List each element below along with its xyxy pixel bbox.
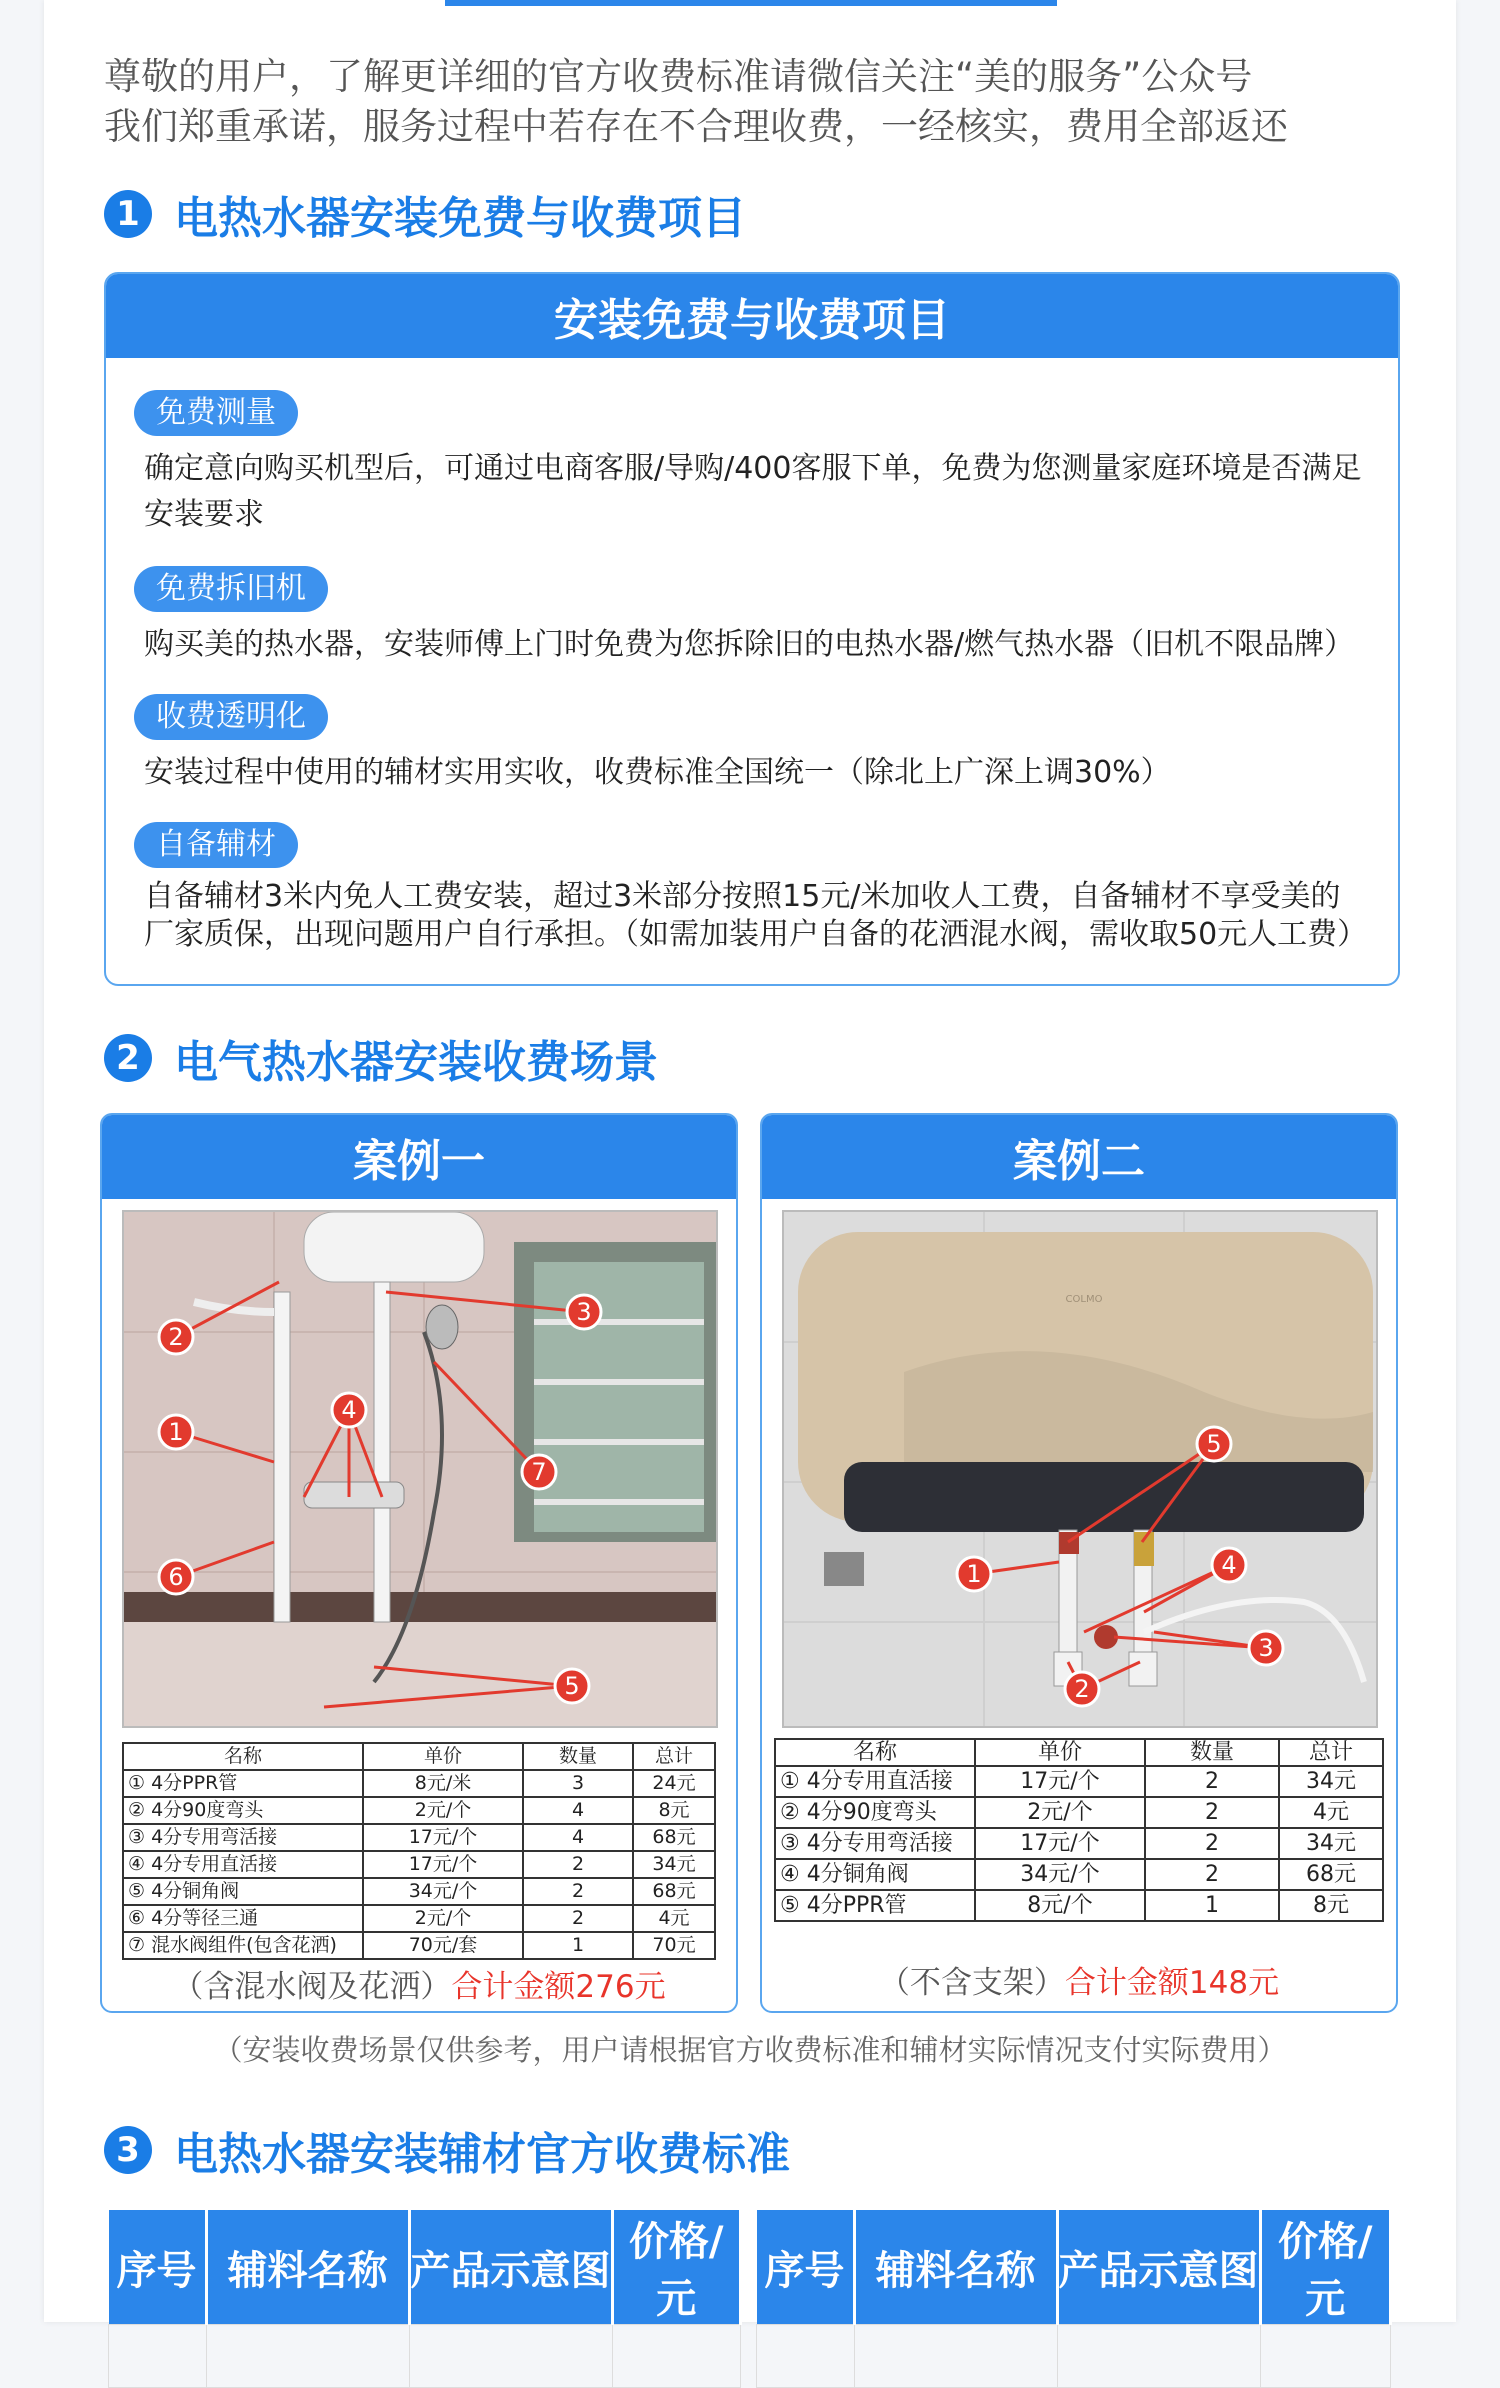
cell-total: 34元 — [1279, 1828, 1383, 1859]
marker-4: 4 — [1221, 1551, 1237, 1579]
table-row — [775, 1859, 1383, 1890]
case-1-bathroom-illustration — [124, 1212, 716, 1726]
table-header-row — [109, 2210, 741, 2325]
table-row — [123, 1797, 715, 1824]
cell-total: 4元 — [1279, 1797, 1383, 1828]
reference-note: （安装收费场景仅供参考，用户请根据官方收费标准和辅材实际情况支付实际费用） — [213, 2033, 1287, 2067]
col-header-name: 名称 — [775, 1739, 975, 1766]
col-header-total: 总计 — [1279, 1739, 1383, 1766]
item-transparent-fees — [134, 694, 1369, 796]
item-own-materials — [134, 822, 1369, 954]
case-2-total — [762, 1957, 1396, 2002]
col-header-material: 辅料名称 — [854, 2210, 1057, 2325]
desc-own-materials: 自备辅材3米内免人工费安装，超过3米部分按照15元/米加收人工费，自备辅材不享受美的厂家质保，出现问题用户自行承担。（如需加装用户自备的花洒混水阀，需收取50元人工费） — [144, 879, 1368, 952]
case-1-photo — [122, 1210, 718, 1728]
table-row — [775, 1797, 1383, 1828]
table-header-row — [775, 1739, 1383, 1766]
intro-text — [104, 52, 1404, 152]
col-header-price: 价格/元 — [612, 2210, 741, 2325]
desc-free-removal: 购买美的热水器，安装师傅上门时免费为您拆除旧的电热水器/燃气热水器（旧机不限品牌） — [144, 627, 1355, 662]
table-row — [775, 1766, 1383, 1797]
col-header-seq: 序号 — [757, 2210, 855, 2325]
table-row — [123, 1770, 715, 1797]
case-2-total-amount: 合计金额148元 — [1064, 1965, 1280, 2001]
marker-5: 5 — [1206, 1430, 1222, 1458]
cell-qty: 1 — [523, 1932, 633, 1959]
marker-3: 3 — [1258, 1634, 1274, 1662]
tag-free-measure: 免费测量 — [134, 390, 298, 436]
cell-name: ① 4分专用直活接 — [775, 1766, 975, 1797]
cell-price: 17元/个 — [975, 1766, 1145, 1797]
intro-line-2: 我们郑重承诺，服务过程中若存在不合理收费，一经核实，费用全部返还 — [104, 105, 1288, 148]
col-header-unit-price: 单价 — [975, 1739, 1145, 1766]
section-3-title — [104, 2122, 790, 2178]
marker-3: 3 — [576, 1298, 592, 1326]
table-header-row — [123, 1743, 715, 1770]
case-1-materials-table — [122, 1742, 716, 1960]
col-header-price: 价格/元 — [1260, 2210, 1391, 2325]
col-header-name: 名称 — [123, 1743, 363, 1770]
cell-qty: 2 — [1145, 1828, 1279, 1859]
table-row — [123, 1932, 715, 1959]
box-title: 安装免费与收费项目 — [106, 274, 1398, 358]
section-2-title — [104, 1030, 658, 1086]
col-header-qty: 数量 — [1145, 1739, 1279, 1766]
cell-price: 2元/个 — [975, 1797, 1145, 1828]
table-row — [123, 1824, 715, 1851]
case-2-title: 案例二 — [762, 1115, 1396, 1199]
intro-line-1: 尊敬的用户，了解更详细的官方收费标准请微信关注“美的服务”公众号 — [104, 55, 1253, 98]
case-2-materials-table — [774, 1738, 1384, 1922]
cell-qty: 2 — [523, 1905, 633, 1932]
heater-brand-logo: COLMO — [1065, 1294, 1103, 1305]
section-1-title — [104, 186, 746, 242]
table-row — [123, 1878, 715, 1905]
col-header-seq: 序号 — [109, 2210, 207, 2325]
marker-5: 5 — [564, 1672, 580, 1700]
col-header-total: 总计 — [633, 1743, 715, 1770]
cell-price: 34元/个 — [363, 1878, 523, 1905]
cell-name: ④ 4分铜角阀 — [775, 1859, 975, 1890]
cell-name: ③ 4分专用弯活接 — [775, 1828, 975, 1859]
cell-qty: 2 — [1145, 1766, 1279, 1797]
cell-total: 68元 — [633, 1878, 715, 1905]
section-2-number-badge: 2 — [104, 1034, 152, 1082]
cell-price: 17元/个 — [363, 1851, 523, 1878]
cell-name: ② 4分90度弯头 — [123, 1797, 363, 1824]
table-row — [757, 2325, 1391, 2388]
col-header-material: 辅料名称 — [206, 2210, 409, 2325]
marker-1: 1 — [168, 1418, 184, 1446]
cell-price: 70元/套 — [363, 1932, 523, 1959]
cell-price: 17元/个 — [975, 1828, 1145, 1859]
table-row — [109, 2325, 741, 2388]
case-1-title: 案例一 — [102, 1115, 736, 1199]
cell-total: 70元 — [633, 1932, 715, 1959]
marker-4: 4 — [341, 1396, 357, 1424]
tag-own-materials: 自备辅材 — [134, 822, 298, 868]
cell-qty: 4 — [523, 1824, 633, 1851]
tag-free-removal: 免费拆旧机 — [134, 566, 328, 612]
free-and-paid-items-box — [104, 272, 1400, 986]
cell-total: 68元 — [633, 1824, 715, 1851]
section-3-heading: 电热水器安装辅材官方收费标准 — [174, 2129, 790, 2180]
cell-name: ④ 4分专用直活接 — [123, 1851, 363, 1878]
cell-qty: 4 — [523, 1797, 633, 1824]
cell-price: 2元/个 — [363, 1797, 523, 1824]
col-header-diagram: 产品示意图 — [409, 2210, 612, 2325]
cell-price: 2元/个 — [363, 1905, 523, 1932]
cell-qty: 2 — [523, 1878, 633, 1905]
cell-price: 8元/米 — [363, 1770, 523, 1797]
cell-name: ⑥ 4分等径三通 — [123, 1905, 363, 1932]
cell-qty: 2 — [1145, 1859, 1279, 1890]
top-accent-bar — [445, 0, 1057, 6]
col-header-qty: 数量 — [523, 1743, 633, 1770]
case-1-card — [100, 1113, 738, 2013]
marker-1: 1 — [966, 1560, 982, 1588]
col-header-diagram: 产品示意图 — [1057, 2210, 1260, 2325]
table-row — [123, 1851, 715, 1878]
cell-name: ① 4分PPR管 — [123, 1770, 363, 1797]
marker-6: 6 — [168, 1563, 184, 1591]
cell-total: 24元 — [633, 1770, 715, 1797]
cell-price: 34元/个 — [975, 1859, 1145, 1890]
cell-qty: 2 — [523, 1851, 633, 1878]
tag-transparent-fees: 收费透明化 — [134, 694, 328, 740]
case-2-photo — [782, 1210, 1378, 1728]
cell-name: ⑤ 4分铜角阀 — [123, 1878, 363, 1905]
cell-name: ② 4分90度弯头 — [775, 1797, 975, 1828]
section-3-number-badge: 3 — [104, 2126, 152, 2174]
table-row — [123, 1905, 715, 1932]
item-free-removal — [134, 566, 1369, 668]
cell-name: ⑤ 4分PPR管 — [775, 1890, 975, 1921]
cell-total: 8元 — [1279, 1890, 1383, 1921]
cell-qty: 3 — [523, 1770, 633, 1797]
cell-price: 8元/个 — [975, 1890, 1145, 1921]
section-1-number-badge: 1 — [104, 190, 152, 238]
item-free-measure — [134, 390, 1369, 538]
marker-7: 7 — [531, 1458, 547, 1486]
table-row — [775, 1828, 1383, 1859]
desc-transparent-fees: 安装过程中使用的辅材实用实收，收费标准全国统一（除北上广深上调30%） — [144, 755, 1171, 790]
standard-price-table-right — [756, 2210, 1392, 2388]
cell-name: ⑦ 混水阀组件(包含花洒) — [123, 1932, 363, 1959]
desc-free-measure: 确定意向购买机型后，可通过电商客服/导购/400客服下单，免费为您测量家庭环境是否满足安装要求 — [144, 451, 1362, 532]
case-2-total-note: （不含支架） — [878, 1965, 1065, 2001]
cell-total: 68元 — [1279, 1859, 1383, 1890]
col-header-unit-price: 单价 — [363, 1743, 523, 1770]
standard-price-table-left — [108, 2210, 742, 2388]
marker-2: 2 — [1074, 1675, 1090, 1703]
table-header-row — [757, 2210, 1391, 2325]
case-1-total-amount: 合计金额276元 — [451, 1969, 666, 2005]
cell-total: 4元 — [633, 1905, 715, 1932]
cell-total: 8元 — [633, 1797, 715, 1824]
case-1-total-note: （含混水阀及花洒） — [172, 1969, 452, 2005]
cell-total: 34元 — [1279, 1766, 1383, 1797]
cell-total: 34元 — [633, 1851, 715, 1878]
cell-qty: 2 — [1145, 1797, 1279, 1828]
cell-qty: 1 — [1145, 1890, 1279, 1921]
case-1-total — [102, 1961, 736, 2006]
section-1-heading: 电热水器安装免费与收费项目 — [174, 193, 746, 244]
cell-price: 17元/个 — [363, 1824, 523, 1851]
section-2-heading: 电气热水器安装收费场景 — [174, 1037, 658, 1088]
case-2-card — [760, 1113, 1398, 2013]
cell-name: ③ 4分专用弯活接 — [123, 1824, 363, 1851]
case-2-heater-illustration — [784, 1212, 1376, 1726]
marker-2: 2 — [168, 1323, 184, 1351]
table-row — [775, 1890, 1383, 1921]
